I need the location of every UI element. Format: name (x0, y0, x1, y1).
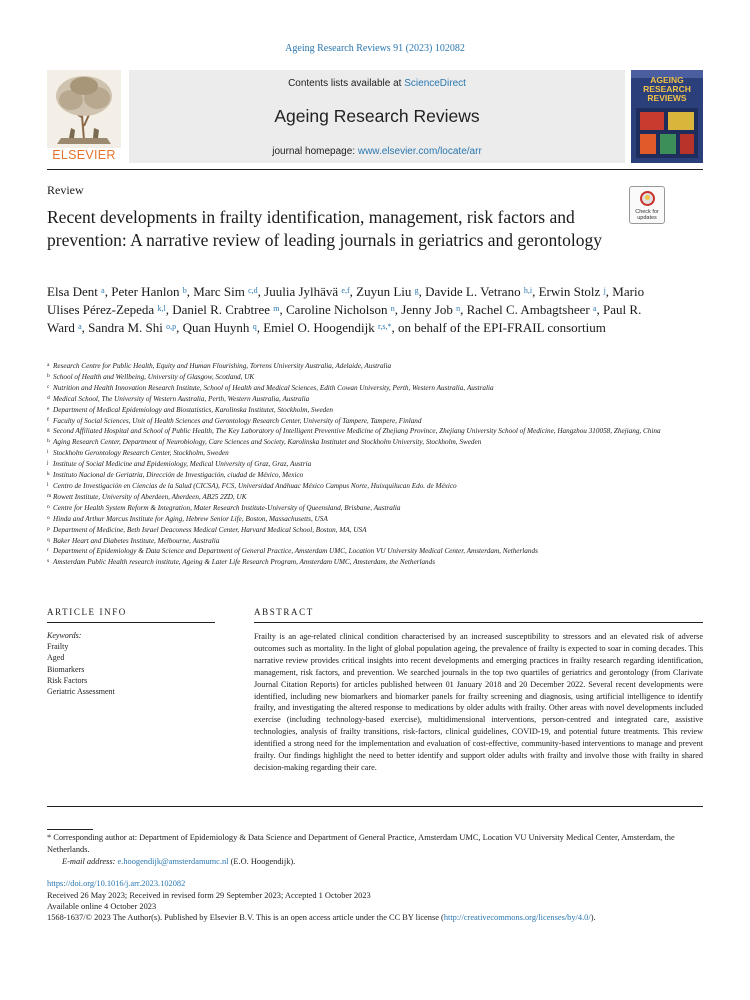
keyword-item: Aged (47, 653, 65, 663)
author-separator: , (176, 320, 183, 335)
author-name: Emiel O. Hoogendijk (263, 320, 375, 335)
article-info-divider (47, 622, 215, 623)
affiliation-text: Department of Epidemiology & Data Science and Department of General Practice, Amsterdam UMC, Location VU University Medical Center, Amsterdam, Netherlands (53, 547, 538, 556)
author-name: Mario Ulises Pérez-Zepeda (47, 284, 645, 317)
affiliation-text: Research Centre for Public Health, Equity and Human Flourishing, Torrens University Australia, Adelaide, Australia (53, 362, 392, 370)
abstract-heading: ABSTRACT (254, 607, 314, 617)
affiliation-key: g (47, 427, 50, 434)
author-affiliation-marker[interactable]: n (390, 304, 395, 313)
author-separator: , (256, 320, 264, 335)
affiliation-text: Centro de Investigación en Ciencias de la Salud (CICSA), FCS, Universidad Anáhuac México Campus Norte, Huixquilucan Edo. de México (53, 481, 457, 490)
author-affiliation-marker[interactable]: m (273, 304, 280, 313)
author-separator: , (165, 302, 173, 317)
affiliation-key: c (47, 383, 50, 390)
author-affiliation-marker[interactable]: c,d (248, 286, 258, 295)
affiliation-item (47, 546, 707, 557)
affiliation-key: e (47, 405, 50, 412)
affiliation-key: m (47, 492, 52, 499)
keyword-item: Geriatric Assessment (47, 687, 115, 697)
affiliation-item (47, 372, 707, 383)
author[interactable] (172, 302, 279, 317)
affiliation-item (47, 426, 707, 437)
affiliation-text: Faculty of Social Sciences, Unit of Health Sciences and Gerontology Research Center, University of Tampere, Tampere, Finland (53, 416, 422, 425)
journal-banner (129, 70, 625, 163)
license-suffix: ). (590, 913, 596, 922)
author-separator: , (279, 302, 286, 317)
email-line (62, 857, 295, 866)
elsevier-tree-icon (47, 70, 121, 148)
check-for-updates-badge[interactable] (629, 186, 665, 224)
affiliation-text: Department of Medical Epidemiology and Biostatistics, Karolinska Institutet, Stockholm, Sweden (53, 405, 334, 414)
author-affiliation-marker[interactable]: k,l (157, 304, 166, 313)
author-affiliation-marker[interactable]: e,f (341, 286, 350, 295)
affiliation-text: Instituto Nacional de Geriatría, Dirección de Investigación, ciudad de México, Mexico (53, 471, 304, 480)
author-separator: , (532, 284, 539, 299)
received-dates: Received 26 May 2023; Received in revised form 29 September 2023; Accepted 1 October 2023 (47, 891, 371, 900)
affiliation-list (47, 361, 707, 568)
publisher-name: ELSEVIER (52, 148, 116, 162)
affiliation-text: Baker Heart and Diabetes Institute, Melbourne, Australia (53, 536, 220, 545)
author[interactable] (401, 302, 460, 317)
author-name: Paul R. Ward (47, 302, 642, 335)
author-separator: , (418, 284, 426, 299)
author-name: Sandra M. Shi (88, 320, 163, 335)
author-affiliation-marker[interactable]: o,p (166, 322, 177, 331)
affiliation-item (47, 470, 707, 481)
author-affiliation-marker[interactable]: q (252, 322, 257, 331)
affiliation-text: School of Health and Wellbeing, University of Glasgow, Scotland, UK (53, 372, 255, 381)
author[interactable] (47, 284, 105, 299)
affiliation-key: s (47, 558, 50, 565)
contents-prefix: Contents lists available at (288, 78, 405, 89)
affiliation-key: k (47, 471, 50, 478)
affiliation-item (47, 525, 707, 536)
author-separator: , (391, 320, 398, 335)
affiliation-key: i (47, 449, 49, 456)
keywords-block (47, 630, 215, 697)
affiliation-text: Hinda and Arthur Marcus Institute for Aging, Hebrew Senior Life, Boston, Massachusetts, USA (53, 514, 328, 523)
author-separator: , (394, 302, 402, 317)
author-affiliation-marker[interactable]: h,i (523, 286, 533, 295)
header-divider (47, 169, 703, 170)
email-link[interactable]: e.hoogendijk@amsterdamumc.nl (117, 857, 229, 866)
affiliation-key: r (47, 547, 49, 554)
author-name: Marc Sim (193, 284, 245, 299)
journal-cover-thumbnail[interactable] (631, 70, 703, 163)
contents-line (129, 78, 625, 89)
cover-artwork-icon (636, 108, 698, 158)
author[interactable] (539, 284, 606, 299)
affiliation-text: Institute of Social Medicine and Epidemiology, Medical University of Graz, Graz, Austria (53, 460, 312, 469)
author-name: Jenny Job (401, 302, 453, 317)
author-affiliation-marker[interactable]: r,s,* (378, 322, 392, 331)
homepage-line (129, 146, 625, 157)
affiliation-text: Second Affiliated Hospital and School of Public Health, The Key Laboratory of Intelligent Preventive Medicine of Zhejiang Province, Zhejiang University School of Medicine, Hangzhou 310058, Zhejiang, China (53, 427, 661, 436)
sciencedirect-link[interactable]: ScienceDirect (404, 78, 466, 89)
affiliation-text: Nutrition and Health Innovation Research Institute, School of Health and Medical Sciences, Edith Cowan University, Perth, Western Australia, Australia (53, 383, 494, 392)
cover-title-line: AGEING (650, 75, 684, 85)
article-title: Recent developments in frailty identification, management, risk factors and prevention: A narrative review of leading journals in geriatrics and gerontology (47, 207, 602, 250)
author[interactable] (183, 320, 257, 335)
abstract-text: Frailty is an age-related clinical condition characterised by an increased susceptibility to stressors and an elevated risk of adverse outcomes such as mortality. In the light of global population ageing, the prevalence of frailty is expected to soar in coming decades. This narrative review provides critical insights into recent developments and emerging practices in frailty research regarding identification, management, risk factors, and prevention. We searched journals in the top two quartiles of geriatrics and gerontology (from Clarivate Journal Citation Reports) for articles published between 01 January 2018 and 20 December 2022. Several recent developments were identified, including new biomarkers and biomarker panels for frailty screening and diagnosis, using artificial intelligence to identify frailty, and investigating the altered response to medications by older adults with frailty. Other areas with novel developments included exercise (including technology-based exercise), multidimensional interventions, person-centred and integrated care, assistive technologies, analysis of frailty transitions, risk-factors, clinical guidelines, COVID-19, and potential future treatments. This review identified a strong need for the implementation and evaluation of cost-effective, community-based interventions to manage and prevent frailty. Our findings highlight the need to better identify and support older adults with frailty and involve those with frailty in shared decision-making regarding their care. (254, 632, 703, 772)
affiliation-key: q (47, 536, 50, 543)
affiliation-item (47, 448, 707, 459)
author[interactable] (193, 284, 257, 299)
affiliation-key: a (47, 362, 50, 368)
keyword-item: Frailty (47, 642, 69, 652)
author-name: Erwin Stolz (538, 284, 601, 299)
homepage-prefix: journal homepage: (272, 146, 358, 157)
author-name: Rachel C. Ambagtsheer (466, 302, 590, 317)
author[interactable] (263, 320, 391, 335)
author-name: Elsa Dent (47, 284, 98, 299)
check-label-line: Check for (635, 209, 659, 215)
cover-title (634, 76, 700, 103)
license-prefix: 1568-1637/© 2023 The Author(s). Published by Elsevier B.V. This is an open access article under the CC BY license ( (47, 913, 444, 922)
author-separator: , (460, 302, 467, 317)
author-name: Peter Hanlon (111, 284, 180, 299)
author[interactable] (286, 302, 395, 317)
article-info-heading: ARTICLE INFO (47, 607, 127, 617)
author-name: Davide L. Vetrano (425, 284, 521, 299)
author-affiliation-marker[interactable]: a (101, 286, 105, 295)
author-name: Zuyun Liu (356, 284, 412, 299)
author-separator: , (596, 302, 604, 317)
affiliation-text: Medical School, The University of Western Australia, Perth, Western Australia, Australia (53, 394, 310, 403)
affiliation-item (47, 514, 707, 525)
affiliation-item (47, 503, 707, 514)
affiliation-text: Department of Medicine, Beth Israel Deaconess Medical Center, Harvard Medical School, Boston, MA, USA (53, 525, 367, 534)
keyword-list (47, 641, 215, 697)
affiliation-item (47, 383, 707, 394)
affiliation-item (47, 437, 707, 448)
affiliation-key: d (47, 394, 50, 401)
author-separator: , (81, 320, 89, 335)
article-type: Review (47, 183, 84, 197)
check-for-updates-label (630, 209, 664, 221)
author-affiliation-marker[interactable]: n (456, 304, 461, 313)
homepage-link[interactable]: www.elsevier.com/locate/arr (357, 146, 482, 157)
author-name: Caroline Nicholson (286, 302, 388, 317)
affiliation-item (47, 459, 707, 470)
author-affiliation-marker[interactable]: a (78, 322, 82, 331)
author-separator: , (605, 284, 613, 299)
author-name: Daniel R. Crabtree (172, 302, 271, 317)
email-suffix: (E.O. Hoogendijk). (228, 857, 296, 866)
author-separator: , (257, 284, 265, 299)
affiliation-item (47, 536, 707, 547)
corresponding-author-note: * Corresponding author at: Department of Epidemiology & Data Science and Department of General Practice, Amsterdam UMC, Location VU University Medical Center, Amsterdam, the Netherlands. (47, 833, 675, 854)
email-label: E-mail address: (62, 857, 118, 866)
author[interactable] (264, 284, 349, 299)
affiliation-text: Amsterdam Public Health research institute, Ageing & Later Life Research Program, Amsterdam UMC, Amsterdam, the Netherlands (53, 558, 436, 567)
license-line (47, 913, 707, 922)
affiliation-key: n (47, 503, 50, 510)
author-separator: , (186, 284, 194, 299)
author-separator: , (349, 284, 357, 299)
author-separator: , (104, 284, 112, 299)
author-affiliation-marker[interactable]: b (182, 286, 187, 295)
affiliation-key: b (47, 372, 50, 379)
affiliation-item (47, 405, 707, 416)
consortium-note: on behalf of the EPI-FRAIL consortium (397, 320, 606, 335)
affiliation-item (47, 416, 707, 427)
cover-title-line: REVIEWS (647, 93, 687, 103)
author-affiliation-marker[interactable]: g (414, 286, 419, 295)
affiliation-key: h (47, 438, 50, 445)
affiliation-text: Rowett Institute, University of Aberdeen, Aberdeen, AB25 2ZD, UK (53, 492, 247, 501)
keyword-item: Biomarkers (47, 664, 85, 674)
affiliation-text: Stockholm Gerontology Research Center, Stockholm, Sweden (53, 449, 229, 458)
affiliation-key: p (47, 525, 50, 532)
author-name: Quan Huynh (182, 320, 250, 335)
affiliation-key: o (47, 514, 50, 521)
affiliation-text: Aging Research Center, Department of Neurobiology, Care Sciences and Society, Karolinska Institutet and Stockholm University, Stockholm, Sweden (53, 438, 482, 447)
author[interactable] (111, 284, 186, 299)
journal-citation[interactable]: Ageing Research Reviews 91 (2023) 102082 (285, 43, 465, 54)
keywords-label: Keywords: (47, 631, 82, 640)
license-link[interactable]: http://creativecommons.org/licenses/by/4.0/ (443, 913, 591, 922)
affiliation-key: j (47, 460, 49, 467)
affiliation-item (47, 394, 707, 405)
check-label-line: updates (637, 215, 657, 221)
author-affiliation-marker[interactable]: a (592, 304, 597, 313)
keyword-item: Risk Factors (47, 675, 88, 685)
affiliation-item (47, 361, 707, 372)
journal-name: Ageing Research Reviews (274, 106, 480, 126)
author[interactable] (356, 284, 419, 299)
author-affiliation-marker[interactable]: j (603, 286, 606, 295)
author-list (47, 283, 667, 337)
author[interactable] (88, 320, 176, 335)
affiliation-item (47, 492, 707, 503)
elsevier-logo[interactable] (47, 70, 121, 163)
abstract-bottom-divider (47, 806, 703, 807)
journal-header (47, 70, 703, 163)
cover-title-line: RESEARCH (643, 84, 691, 94)
doi-link[interactable]: https://doi.org/10.1016/j.arr.2023.102082 (47, 879, 186, 888)
author-name: Juulia Jylhävä (264, 284, 339, 299)
online-date: Available online 4 October 2023 (47, 902, 157, 911)
affiliation-item (47, 557, 707, 568)
author[interactable] (425, 284, 532, 299)
affiliation-key: l (47, 481, 49, 488)
affiliation-key: f (47, 416, 49, 423)
affiliation-item (47, 481, 707, 492)
author[interactable] (467, 302, 597, 317)
abstract-divider (254, 622, 703, 623)
crossmark-icon (640, 191, 655, 206)
affiliation-text: Centre for Health System Reform & Integration, Mater Research Institute-University of Queensland, Brisbane, Australia (53, 503, 401, 512)
footnote-divider (47, 829, 93, 830)
